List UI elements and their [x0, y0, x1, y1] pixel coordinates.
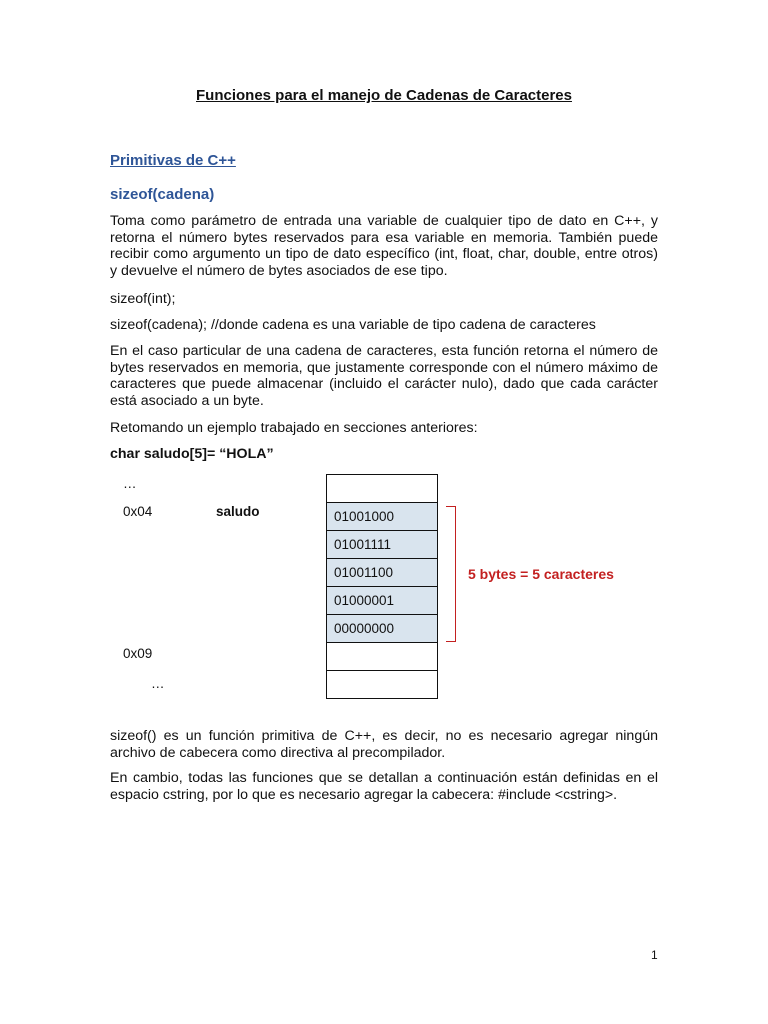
code-declaration: char saludo[5]= “HOLA”: [110, 446, 274, 462]
memory-cell-byte: 01001111: [326, 530, 438, 559]
address-end: 0x09: [123, 646, 153, 661]
bracket-annotation: [446, 506, 456, 642]
page-number: 1: [651, 948, 658, 962]
paragraph-string-case: En el caso particular de una cadena de caracteres, esta función retorna el número de bytes reservados en memoria, que justamente corresponde con el número máximo de caracteres que puede almacenar (incluido el carácter nulo), dado que cada carácter está asociado a un byte.: [110, 343, 658, 409]
paragraph-sizeof-cadena: sizeof(cadena); //donde cadena es una variable de tipo cadena de caracteres: [110, 317, 596, 333]
document-title: Funciones para el manejo de Cadenas de Caracteres: [196, 87, 572, 104]
paragraph-sizeof-int: sizeof(int);: [110, 291, 176, 307]
paragraph-example-intro: Retomando un ejemplo trabajado en secciones anteriores:: [110, 420, 478, 436]
memory-cell-byte: 01000001: [326, 586, 438, 615]
ellipsis-top: …: [123, 476, 137, 491]
variable-name: saludo: [216, 504, 260, 519]
memory-cell-empty: [326, 474, 438, 503]
subheading: sizeof(cadena): [110, 186, 215, 203]
memory-cell-empty: [326, 670, 438, 699]
section-heading: Primitivas de C++: [110, 152, 236, 169]
address-start: 0x04: [123, 504, 153, 519]
memory-cell-byte: 01001000: [326, 502, 438, 531]
memory-cell-byte: 00000000: [326, 614, 438, 643]
paragraph-sizeof-description: Toma como parámetro de entrada una variable de cualquier tipo de dato en C++, y retorna el número bytes reservados para esa variable en memoria. También puede recibir como argumento un tipo de dato específico (int, float, char, double, entre otros) y devuelve el número de bytes asociados de ese tipo.: [110, 213, 658, 279]
ellipsis-bottom: …: [151, 676, 165, 691]
memory-cell-empty: [326, 642, 438, 671]
bracket-label: 5 bytes = 5 caracteres: [468, 566, 614, 582]
paragraph-cstring-header: En cambio, todas las funciones que se detallan a continuación están definidas en el espacio cstring, por lo que es necesario agregar la cabecera: #include <cstring>.: [110, 770, 658, 803]
memory-cells: [326, 474, 438, 699]
memory-cell-byte: 01001100: [326, 558, 438, 587]
paragraph-sizeof-primitive: sizeof() es un función primitiva de C++, es decir, no es necesario agregar ningún archivo de cabecera como directiva al precompilador.: [110, 728, 658, 761]
